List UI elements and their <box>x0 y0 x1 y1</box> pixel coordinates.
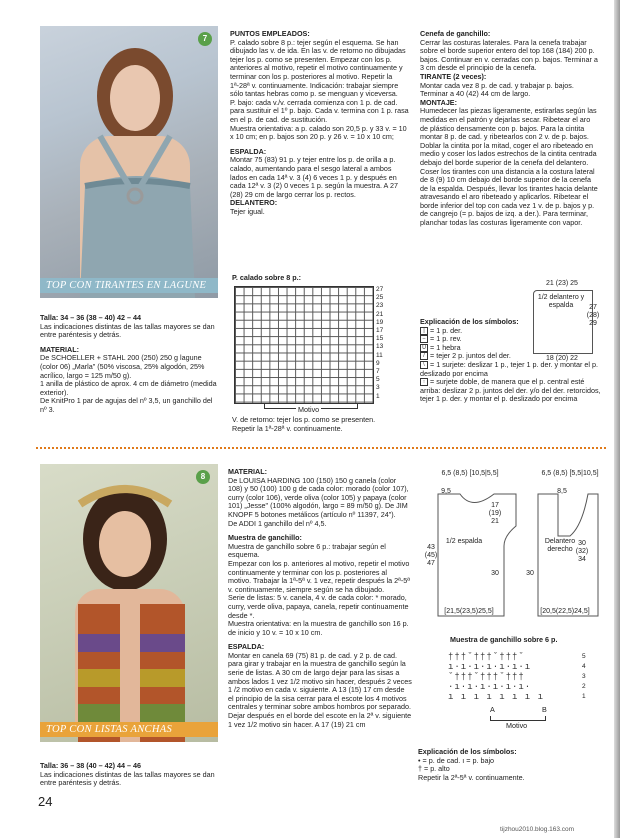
m2-measure-30b: 30 <box>526 570 534 577</box>
m2-espalda-heading: ESPALDA: <box>228 642 265 652</box>
yarn-over-symbol-icon: U <box>420 344 428 352</box>
model2-badge: 8 <box>196 470 210 484</box>
row-number: 2 <box>582 683 586 690</box>
m2-material-2: De ADDI 1 ganchillo del nº 4,5. <box>228 518 327 528</box>
schema-top-measure: 21 (23) 25 <box>546 280 578 287</box>
m2-muestra-3: Serie de listas: 5 v. canela, 4 v. de cada color: * morado, curry, verde oliva, papaya, canela, repetir continuamente desde *. <box>228 593 409 620</box>
m2-del-top-measure: 6,5 (8,5) [5,5|10,5] <box>541 470 599 477</box>
m2-espalda-label: 1/2 espalda <box>445 538 483 545</box>
model1-sizes: Talla: 34 – 36 (38 – 40) 42 – 44 <box>40 313 141 322</box>
tirante-heading: TIRANTE (2 veces): <box>420 71 487 81</box>
model1-sizes-block <box>40 314 220 415</box>
muestra-orientativa: Muestra orientativa: a p. calado son 20,5 p. y 33 v. = 10 x 10 cm; en p. bajos son 20 p. y 26 v. = 10 x 10 cm; <box>230 123 407 142</box>
chart-caption-1: V. de retorno: tejer los p. como se presenten. <box>232 415 376 424</box>
m2-espalda-text: Montar en canela 69 (75) 81 p. de cad. y 2 p. de cad. para girar y trabajar en la muestra de ganchillo según la serie de listas. A 30 cm de largo dejar para las sisas a ambos lados 1 vez 1/2 motivo sin hacer, después 2 veces 1 /2 motivo en cada v. siguiente. A 13 (15) 17 cm desde el principio de la sisa cerrar para el escote los 4 motivos centrales y terminar sobre ambos hombros por separado. Dejar después en el borde del escote en la 2ª v. siguiente 1 vez 1/2 motivo sin hacer. A 17 (19) 21 cm <box>228 650 412 729</box>
row-number: 7 <box>376 368 380 376</box>
schema-bottom-measure: 18 (20) 22 <box>546 355 578 362</box>
puntos-heading: PUNTOS EMPLEADOS: <box>230 29 310 38</box>
m2-material-heading: MATERIAL: <box>228 467 267 476</box>
model1-column3 <box>420 30 598 228</box>
schema-piece-label: 1/2 delantero y espalda <box>537 294 585 309</box>
cenefa-heading: Cenefa de ganchillo: <box>420 29 491 38</box>
model2-banner: TOP CON LISTAS ANCHAS <box>40 722 218 737</box>
chart-row-numbers <box>376 286 390 401</box>
legend-text: = tejer 2 p. juntos del der. <box>430 351 511 361</box>
crochet-row: ˇ†††ˇ†††ˇ††† <box>448 672 525 682</box>
crochet-chart-title: Muestra de ganchillo sobre 6 p. <box>450 635 558 644</box>
puntos-bajo: P. bajo: cada v./v. cerrada comienza con 1 p. de cad. para sustituir el 1º p. bajo. Cada v. termina con 1 p. rasa en el p. de cad. de sustitución. <box>230 97 409 124</box>
m2-muestra-heading: Muestra de ganchillo: <box>228 533 302 543</box>
crochet-row: †††ˇ†††ˇ†††ˇ <box>448 652 525 662</box>
row-number: 5 <box>582 653 586 660</box>
model2-photo <box>40 464 218 742</box>
m2-esp-bottom-measure: [21,5(23,5)25,5] <box>444 608 494 615</box>
row-number: 11 <box>376 351 383 359</box>
tirante-text: Montar cada vez 8 p. de cad. y trabajar p. bajos. Terminar a 40 (42) 44 cm de largo. <box>420 80 574 99</box>
model1-legend <box>420 318 606 404</box>
crochet-row: ı·ı·ı·ı·ı·ı·ı <box>448 662 532 672</box>
m2-muestra-2: Empezar con los p. anteriores al motivo, repetir el motivo continuamente y terminar con los p. posteriores al motivo. Trabajar la 1ª-5ª v. 1 vez, repetir después la 2ª-5ª v. continuamente, siempre según se ha dibujado. <box>228 558 410 594</box>
legend-text: = 1 p. rev. <box>430 334 462 344</box>
row-number: 27 <box>376 286 384 293</box>
espalda-heading: ESPALDA: <box>230 146 267 156</box>
chart-title: P. calado sobre 8 p.: <box>232 273 301 282</box>
row-number: 9 <box>376 359 380 367</box>
crochet-row-numbers <box>582 652 586 702</box>
legend-text: = 1 hebra <box>430 342 461 352</box>
model1-illustration <box>40 26 218 298</box>
model1-material-heading: MATERIAL: <box>40 344 79 354</box>
crochet-chart-body <box>448 652 578 702</box>
legend-item <box>420 361 606 378</box>
cenefa-text: Cerrar las costuras laterales. Para la cenefa trabajar sobre el borde superior entero del top 168 (184) 200 p. bajos. Continuar en v. cerradas con p. bajos. Terminar a 3 cm desde el principio de la cenefa. <box>420 37 598 73</box>
model2-column2 <box>228 468 412 729</box>
row-number: 25 <box>376 294 384 302</box>
model2-illustration <box>40 464 218 742</box>
m2-measure-3034: 30 (32) 34 <box>575 540 589 563</box>
m2-material-1: De LOUISA HARDING 100 (150) 150 g canela (color 108) y 50 (100) 100 g de cada color: morado (color 107), curry (color 106), verde oliva (color 105) y papaya (color 101) „Jesse" (100% algodón, largo = 89 m/50 g). De JIM KNOPF 5 botones metálicos (artículo nº 11397, 24"). <box>228 475 409 519</box>
m2-measure-95: 9,5 <box>441 488 451 495</box>
montaje-text: Humedecer las piezas ligeramente, estirarlas según las medidas en el patrón y dejarlas secar. Ribetear el aro de plástico densamente con p. bajos. Para la cintita montar 8 p. de cad. y ribetearlos con 2 v. de p. bajos. Doblar la cintita por la mitad, coger el aro ribeteado en medio y coser los lados estrechos de la cintita centrada debajo del borde superior de la cenefa del delantero. Coser los tirantes con una distancia a la costura lateral de 8 (9) 10 cm debajo del borde superior de la cenefa de la espalda. Después, llevar los tirantes hacia delante atravesando el aro ribeteado y aplicarlos. Ribetear el borde inferior del top con cada vez 1 v. de p. bajos y p. de cangrejo (= p. bajos de izq. a der.). Para terminar, planchar todas las costuras ligeramente con vapor. <box>420 106 598 228</box>
row-number: 5 <box>376 376 380 384</box>
model2-sizes-block <box>40 762 220 788</box>
schema-side-measure: 27 (28) 29 <box>586 304 600 327</box>
chart-caption-2: Repetir la 1ª-28ª v. continuamente. <box>232 423 343 433</box>
row-number: 19 <box>376 318 384 326</box>
model1-sizes-note: Las indicaciones distintas de las tallas mayores se dan entre paréntesis y detrás. <box>40 321 215 340</box>
puntos-calado: P. calado sobre 8 p.: tejer según el esquema. Se han dibujado las v. de ida. En las v. de retorno no dibujadas tejer los p. como se presenten. Empezar con los p. anteriores al motivo, repetir el motivo continuamente y terminar con los p. posteriores al motivo. Repetir la 1ª-28ª v. continuamente. Indicación: trabajar siempre sólo tantas hebras como p. se menguan y viceversa. <box>230 37 406 99</box>
crochet-label-a: A <box>490 705 495 714</box>
model1-column2 <box>230 30 410 216</box>
row-number: 3 <box>582 673 586 680</box>
model1-banner: TOP CON TIRANTES EN LAGUNE <box>40 278 218 293</box>
page-edge-shadow <box>614 0 620 838</box>
m2-muestra-1: Muestra de ganchillo sobre 6 p.: trabajar según el esquema. <box>228 541 386 560</box>
legend-text: = 1 p. der. <box>430 325 463 335</box>
m2-legend-1: • = p. de cad. ı = p. bajo <box>418 755 495 765</box>
double-decrease-symbol-icon: ↑ <box>420 378 428 386</box>
delantero-heading: DELANTERO: <box>230 198 278 208</box>
row-number: 3 <box>376 384 380 392</box>
model2-legend <box>418 748 604 782</box>
m2-measure-30a: 30 <box>491 570 499 577</box>
row-number: 1 <box>582 693 586 700</box>
model2-sizes-note: Las indicaciones distintas de las tallas mayores se dan entre paréntesis y detrás. <box>40 769 215 788</box>
legend-text: = surjete doble, de manera que el p. central esté arriba: deslizar 2 p. juntos del der. y/o del der. retorcidos, tejer 1 p. der. y montar el p. deslizado por encima <box>420 377 601 404</box>
chart-captions <box>232 416 422 433</box>
model1-material-2: 1 anilla de plástico de aprox. 4 cm de diámetro (medida exterior). <box>40 379 217 397</box>
legend-text: = 1 surjete: deslizar 1 p., tejer 1 p. der. y montar el p. deslizado por encima <box>420 359 598 378</box>
crochet-label-b: B <box>542 705 547 714</box>
m2-measure-43: 43 (45) 47 <box>424 544 438 567</box>
m2-muestra-4: Muestra orientativa: en la muestra de ganchillo son 16 p. de inicio y 10 v. = 10 x 10 cm. <box>228 619 409 637</box>
delantero-text: Tejer igual. <box>230 206 265 216</box>
row-number: 15 <box>376 335 384 343</box>
row-number: 23 <box>376 302 384 310</box>
page-number: 24 <box>38 794 53 809</box>
watermark: tijzhou2010.blog.163.com <box>500 826 575 833</box>
row-number: 4 <box>582 663 586 670</box>
montaje-heading: MONTAJE: <box>420 97 457 107</box>
row-number: 21 <box>376 310 384 318</box>
crochet-row: ·ı·ı·ı·ı·ı·ı· <box>448 682 532 692</box>
m2-legend-heading: Explicación de los símbolos: <box>418 747 517 756</box>
legend-item <box>420 378 606 404</box>
crochet-row: ı ı ı ı ı ı ı ı <box>448 692 545 702</box>
m2-delantero-label: Delantero derecho <box>544 538 576 553</box>
crochet-motivo-label: Motivo <box>506 721 528 730</box>
knit-symbol-icon: | <box>420 327 428 335</box>
model1-badge: 7 <box>198 32 212 46</box>
model1-photo <box>40 26 218 298</box>
chart-motivo-label: Motivo <box>298 405 320 414</box>
row-number: 1 <box>376 392 380 400</box>
row-number: 17 <box>376 327 384 335</box>
m2-esp-top-measure: 6,5 (8,5) [10,5|5,5] <box>441 470 499 477</box>
model2-sizes: Talla: 36 – 38 (40 – 42) 44 – 46 <box>40 761 141 770</box>
m2-legend-3: Repetir la 2ª-5ª v. continuamente. <box>418 772 525 782</box>
m2-measure-17: 17 (19) 21 <box>488 502 502 525</box>
legend-heading: Explicación de los símbolos: <box>420 317 519 326</box>
model1-material-1: De SCHOELLER + STAHL 200 (250) 250 g lagune (color 06) „Marla" (50% viscosa, 25% algodón, 25% acrílico, largo = 125 m/50 g). <box>40 353 205 380</box>
knitting-chart-grid <box>234 286 374 404</box>
row-number: 13 <box>376 343 384 351</box>
model1-material-3: De KnitPro 1 par de agujas del nº 3,5, un ganchillo del nº 3. <box>40 396 213 414</box>
section-divider <box>36 447 606 449</box>
espalda-text: Montar 75 (83) 91 p. y tejer entre los p. de orilla a p. calado, aumentando para el sesgo lateral a ambos lados en cada 14ª v. 3 (4) 6 veces 1 p. y después en cada 12ª v. 3 (2) 0 veces 1 p. según la muestra. A 27 (28) 29 cm de largo cerrar los p. rectos. <box>230 155 398 199</box>
k2tog-symbol-icon: / <box>420 352 428 360</box>
ssk-symbol-icon: \ <box>420 361 428 369</box>
m2-del-bottom-measure: [20,5(22,5)24,5] <box>540 608 590 615</box>
purl-symbol-icon: – <box>420 335 428 343</box>
m2-measure-85: 8,5 <box>557 488 567 495</box>
m2-legend-2: † = p. alto <box>418 764 450 774</box>
